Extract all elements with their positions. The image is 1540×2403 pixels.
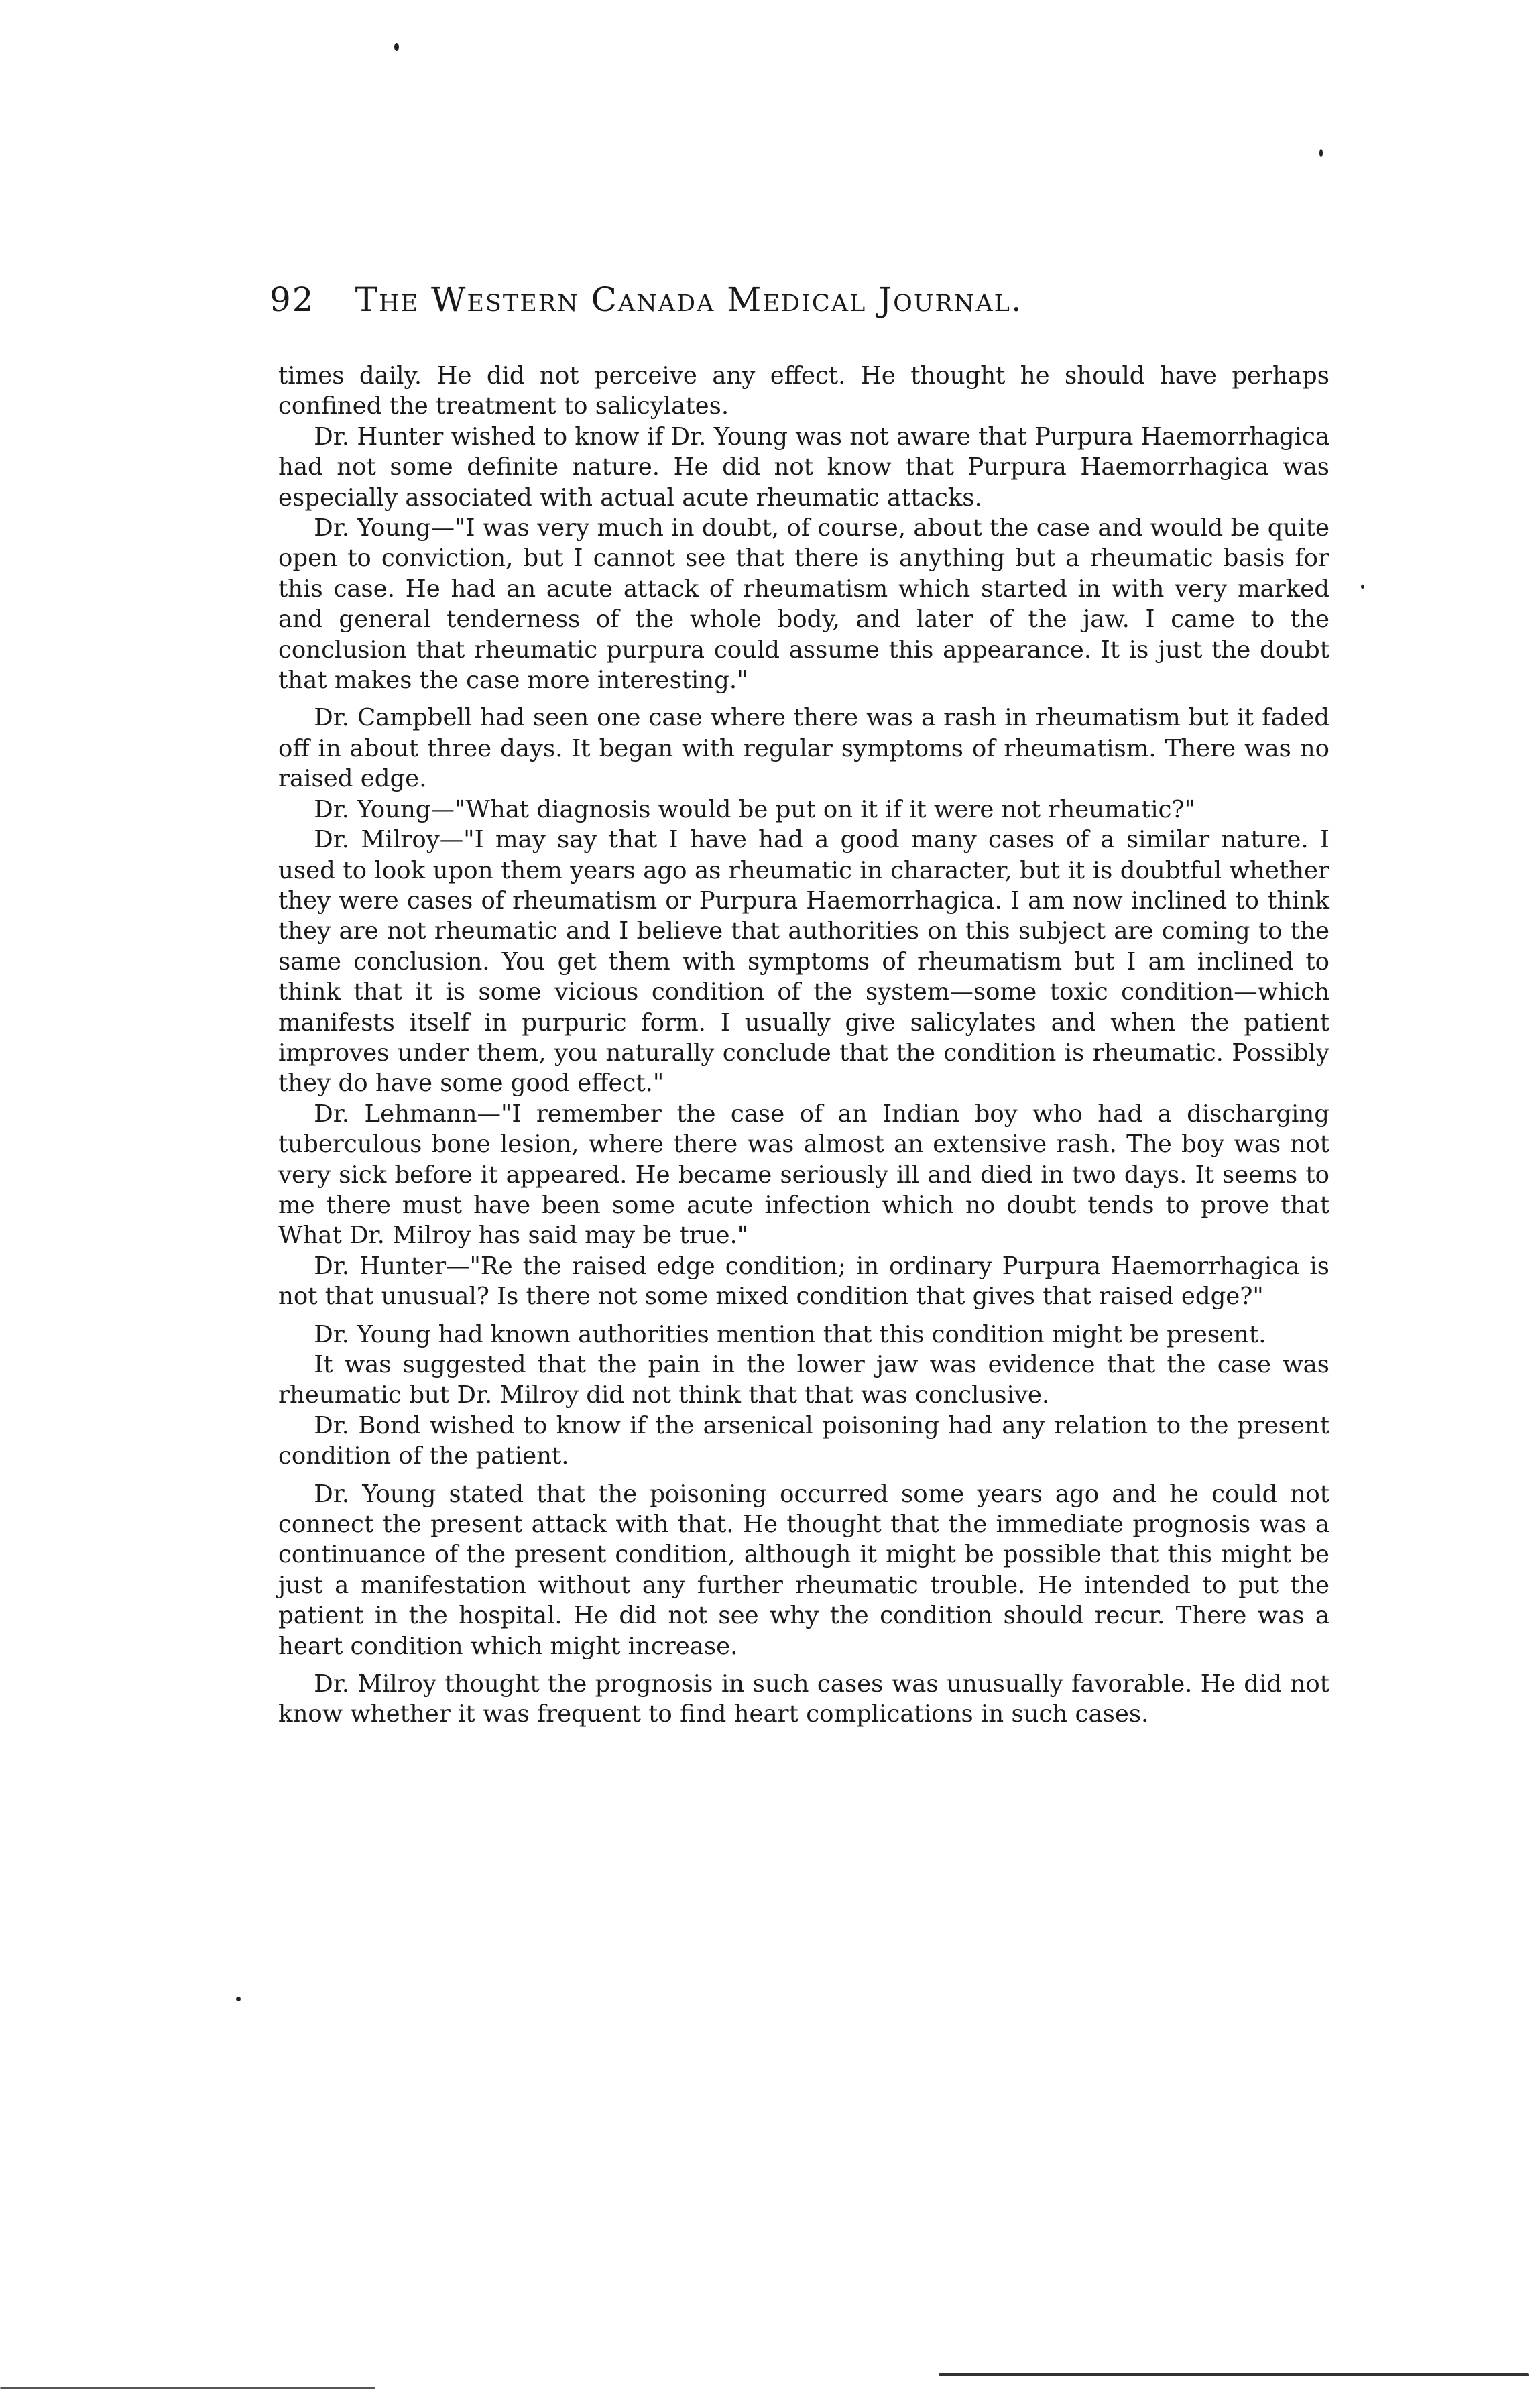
paragraph: Dr. Milroy thought the prognosis in such cases was unusually favorable. He did not know whether it was frequent to find heart complications in such cases.	[278, 1670, 1329, 1728]
paragraph: Dr. Bond wished to know if the arsenical poisoning had any relation to the present condition of the patient.	[278, 1411, 1329, 1470]
paragraph: Dr. Young—"I was very much in doubt, of course, about the case and would be quite open to conviction, but I cannot see that there is anything but a rheumatic basis for this case. He had an acute attack of rheumatism which started in with very marked and general tenderness of the whole body, and later of the jaw. I came to the conclusion that rheumatic purpura could assume this appearance. It is just the doubt that makes the case more interesting."	[278, 514, 1329, 695]
paragraph: Dr. Young—"What diagnosis would be put on it if it were not rheumatic?"	[314, 795, 1195, 823]
paragraph: Dr. Campbell had seen one case where there was a rash in rheumatism but it faded off in about three days. It began with regular symptoms of rheumatism. There was no raised edge.	[278, 704, 1329, 793]
scan-speck	[394, 43, 399, 51]
paragraph: Dr. Young stated that the poisoning occurred some years ago and he could not connect the present attack with that. He thought that the immediate prognosis was a continuance of the present condition, although it might be possible that this might be just a manifestation without any further rheumatic trouble. He intended to put the patient in the hospital. He did not see why the condition should recur. There was a heart condition which might increase.	[278, 1480, 1329, 1660]
scan-speck	[1319, 149, 1323, 157]
scan-speck	[1361, 585, 1364, 589]
paragraph: Dr. Lehmann—"I remember the case of an Indian boy who had a discharging tuberculous bone lesion, where there was almost an extensive rash. The boy was not very sick before it appeared. He became seriously ill and died in two days. It seems to me there must have been some acute infection which no doubt tends to prove that What Dr. Milroy has said may be true."	[278, 1100, 1329, 1250]
scan-edge-line	[0, 2387, 375, 2389]
paragraph-continued: times daily. He did not perceive any effect. He thought he should have perhaps confined the treatment to salicylates.	[278, 362, 1329, 420]
paragraph: It was suggested that the pain in the lower jaw was evidence that the case was rheumatic but Dr. Milroy did not think that that was conclusive.	[278, 1351, 1329, 1409]
paragraph: Dr. Hunter wished to know if Dr. Young was not aware that Purpura Haemorrhagica had not some definite nature. He did not know that Purpura Haemorrhagica was especially associated with actual acute rheumatic attacks.	[278, 422, 1329, 512]
paragraph: Dr. Hunter—"Re the raised edge condition; in ordinary Purpura Haemorrhagica is not that unusual? Is there not some mixed condition that gives that raised edge?"	[278, 1252, 1329, 1311]
running-header	[270, 280, 1342, 319]
scan-edge-line	[939, 2373, 1529, 2376]
scan-speck	[236, 1997, 241, 2001]
page-number: 92	[270, 280, 315, 319]
article-body	[278, 361, 1329, 1730]
paragraph: Dr. Young had known authorities mention that this condition might be present.	[314, 1320, 1266, 1348]
journal-title: The Western Canada Medical Journal.	[355, 280, 1023, 319]
paragraph: Dr. Milroy—"I may say that I have had a good many cases of a similar nature. I used to look upon them years ago as rheumatic in character, but it is doubtful whether they were cases of rheumatism or Purpura Haemorrhagica. I am now inclined to think they are not rheumatic and I believe that authorities on this subject are coming to the same conclusion. You get them with symptoms of rheumatism but I am inclined to think that it is some vicious condition of the system—some toxic condition—which manifests itself in purpuric form. I usually give salicylates and when the patient improves under them, you naturally conclude that the condition is rheumatic. Possibly they do have some good effect."	[278, 826, 1329, 1098]
